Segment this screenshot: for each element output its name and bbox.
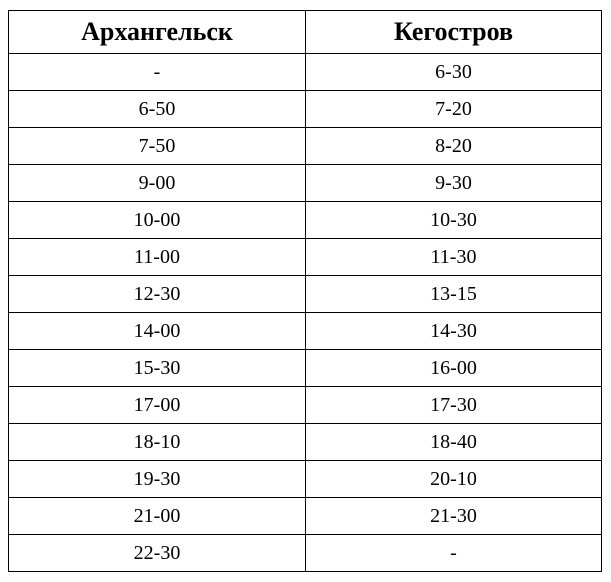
table-cell: 6-50 [9, 91, 306, 128]
table-cell: 21-00 [9, 498, 306, 535]
table-cell: 6-30 [306, 54, 602, 91]
table-row [9, 350, 602, 387]
table-row [9, 165, 602, 202]
table-row [9, 128, 602, 165]
column-header-kegostrov: Кегостров [306, 11, 602, 54]
schedule-table [8, 10, 602, 572]
table-row [9, 535, 602, 572]
table-row [9, 387, 602, 424]
table-cell: 15-30 [9, 350, 306, 387]
table-row [9, 239, 602, 276]
table-row [9, 202, 602, 239]
table-cell: 10-00 [9, 202, 306, 239]
table-row [9, 424, 602, 461]
table-cell: 18-10 [9, 424, 306, 461]
table-cell: 11-00 [9, 239, 306, 276]
table-row [9, 313, 602, 350]
table-cell: 7-50 [9, 128, 306, 165]
table-cell: 18-40 [306, 424, 602, 461]
table-cell: 14-30 [306, 313, 602, 350]
table-cell: 12-30 [9, 276, 306, 313]
table-cell: 17-30 [306, 387, 602, 424]
table-cell: - [306, 535, 602, 572]
table-cell: 17-00 [9, 387, 306, 424]
table-cell: 11-30 [306, 239, 602, 276]
table-cell: 8-20 [306, 128, 602, 165]
table-cell: 14-00 [9, 313, 306, 350]
table-cell: 21-30 [306, 498, 602, 535]
table-cell: 16-00 [306, 350, 602, 387]
header-row [9, 11, 602, 54]
table-cell: 19-30 [9, 461, 306, 498]
table-cell: - [9, 54, 306, 91]
table-cell: 20-10 [306, 461, 602, 498]
table-row [9, 276, 602, 313]
column-header-arkhangelsk: Архангельск [9, 11, 306, 54]
table-cell: 22-30 [9, 535, 306, 572]
table-cell: 13-15 [306, 276, 602, 313]
table-row [9, 91, 602, 128]
table-cell: 9-30 [306, 165, 602, 202]
table-cell: 9-00 [9, 165, 306, 202]
table-row [9, 54, 602, 91]
table-cell: 7-20 [306, 91, 602, 128]
table-row [9, 461, 602, 498]
table-row [9, 498, 602, 535]
table-cell: 10-30 [306, 202, 602, 239]
